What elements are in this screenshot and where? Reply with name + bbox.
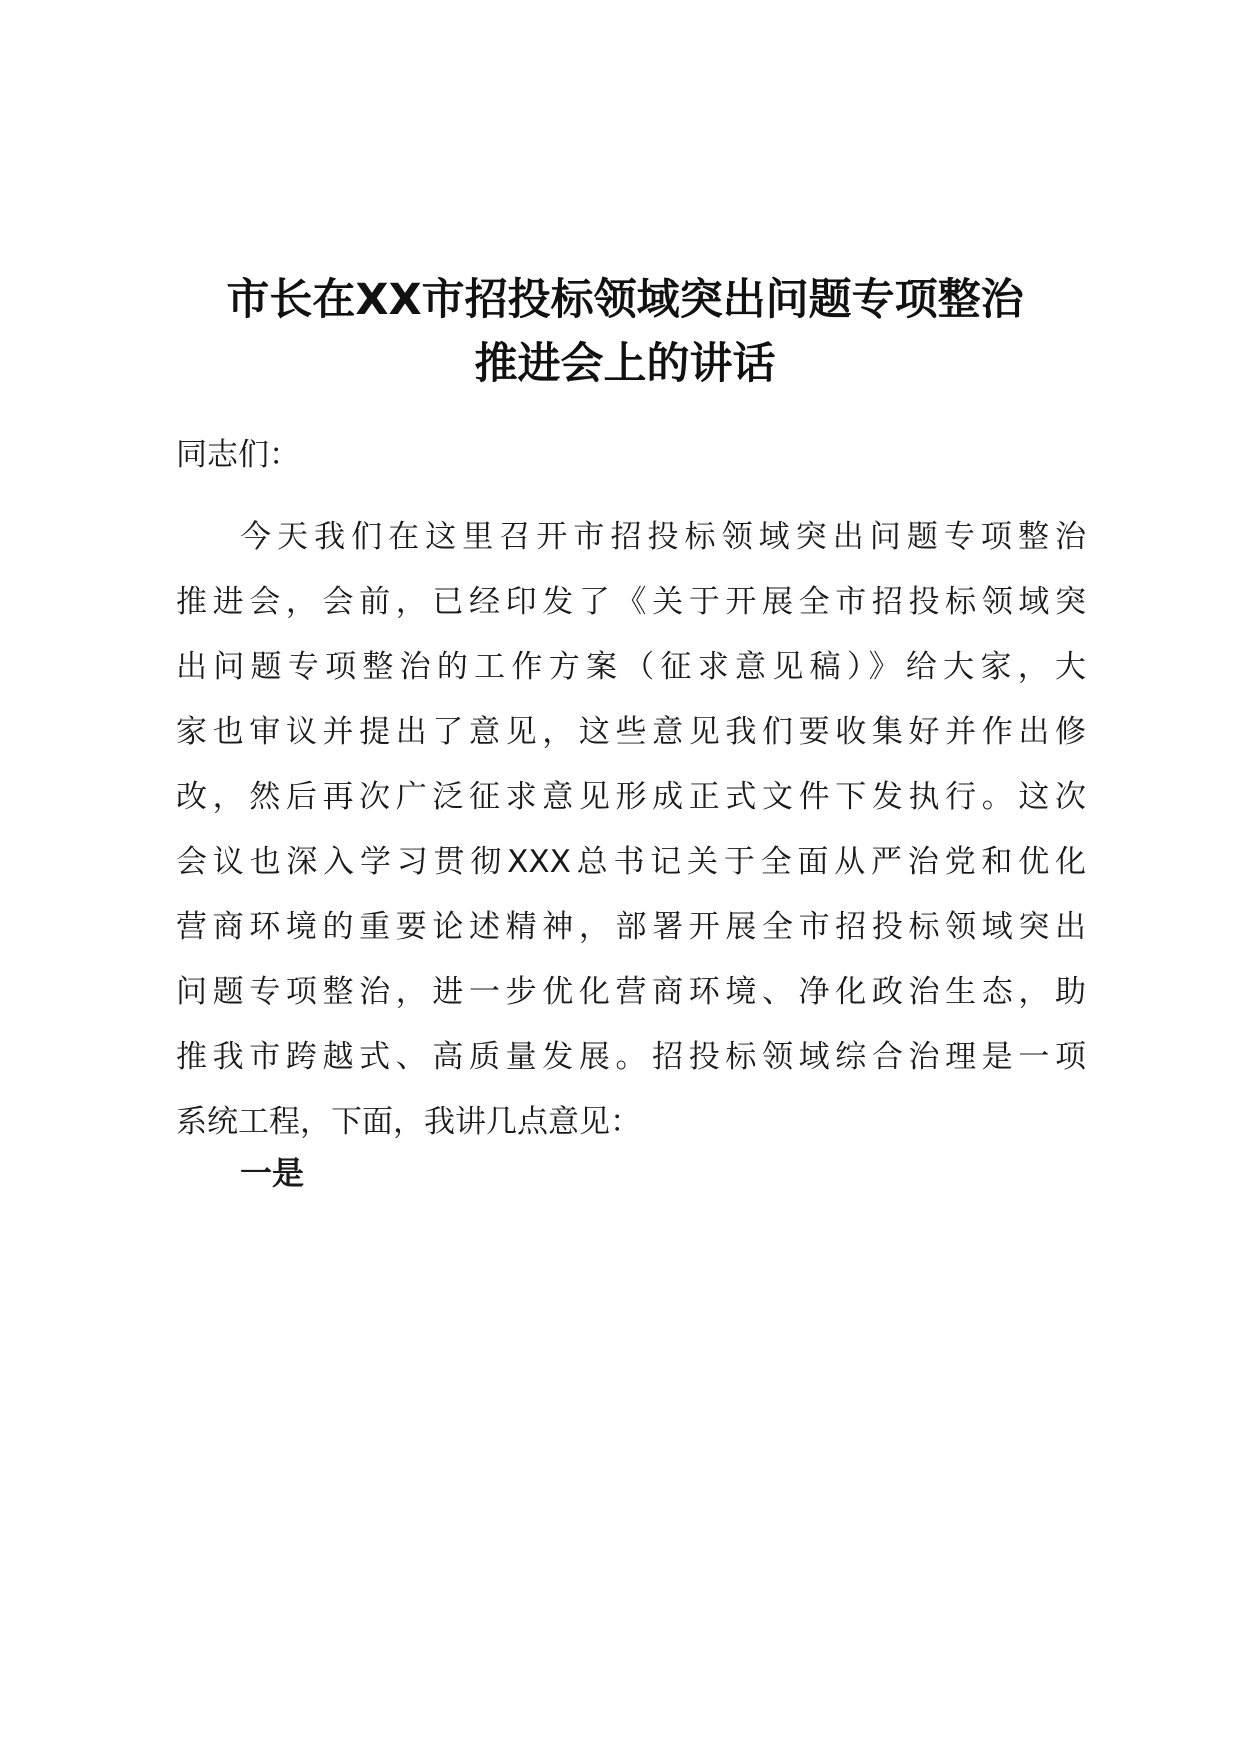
title-line-1: 市长在XX市招投标领域突出问题专项整治 <box>226 275 1024 325</box>
paragraph-line: 今天我们在这里召开市招投标领域突出问题专项整治 <box>240 519 1086 555</box>
opening-paragraph <box>176 505 1086 1155</box>
paragraph-line: 问题专项整治，进一步优化营商环境、净化政治生态，助 <box>176 974 1086 1010</box>
title-line-2: 推进会上的讲话 <box>474 339 776 389</box>
paragraph-line: 推进会，会前，已经印发了《关于开展全市招投标领域突 <box>176 584 1086 620</box>
paragraph-line: 推我市跨越式、高质量发展。招投标领域综合治理是一项 <box>176 1039 1086 1075</box>
paragraph-line: 会议也深入学习贯彻XXX总书记关于全面从严治党和优化 <box>176 844 1086 880</box>
paragraph-line: 系统工程，下面，我讲几点意见： <box>176 1104 641 1140</box>
paragraph-line: 出问题专项整治的工作方案（征求意见稿）》给大家，大 <box>176 649 1086 685</box>
document-title <box>170 268 1080 396</box>
paragraph-line: 改，然后再次广泛征求意见形成正式文件下发执行。这次 <box>176 779 1086 815</box>
salutation: 同志们： <box>176 437 300 473</box>
first-point-heading: 一是 <box>240 1154 305 1192</box>
paragraph-line: 家也审议并提出了意见，这些意见我们要收集好并作出修 <box>176 714 1086 750</box>
paragraph-line: 营商环境的重要论述精神，部署开展全市招投标领域突出 <box>176 909 1086 945</box>
